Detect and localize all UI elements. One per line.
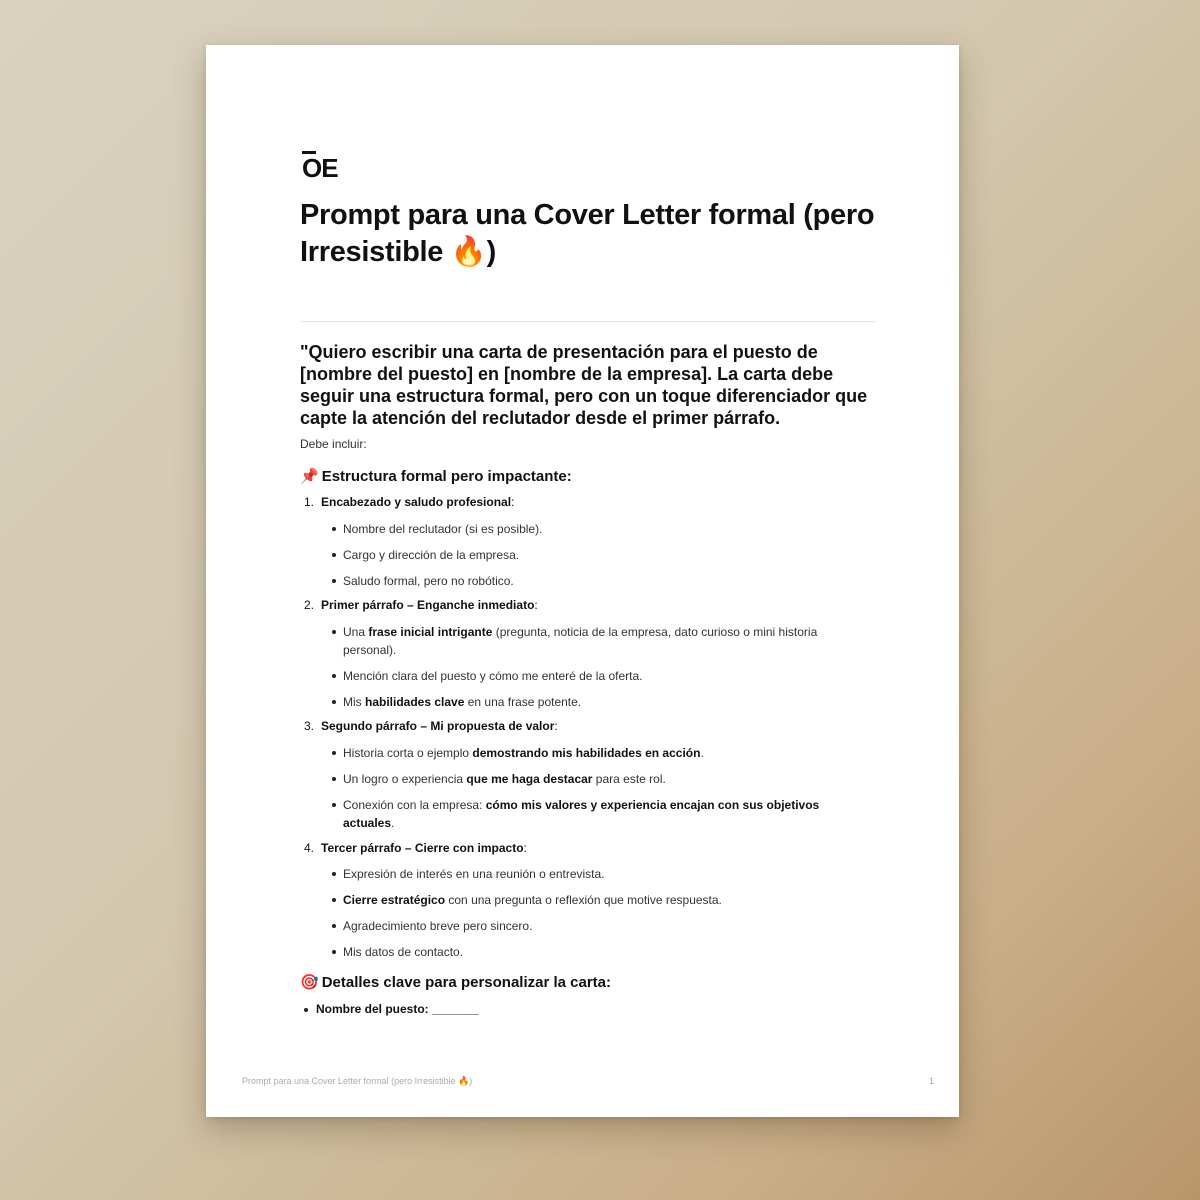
bullet-item: Cargo y dirección de la empresa. [332, 546, 862, 564]
page-number: 1 [929, 1076, 935, 1086]
bullet-item: Conexión con la empresa: cómo mis valores y experiencia encajan con sus objetivos actuales. [332, 796, 862, 832]
bullet-item: Mis datos de contacto. [332, 943, 862, 961]
divider [300, 321, 877, 322]
document-title: Prompt para una Cover Letter formal (pero Irresistible 🔥) [300, 199, 875, 268]
field-job-title: Nombre del puesto: _______ [304, 1002, 479, 1016]
bullet-item: Un logro o experiencia que me haga destacar para este rol. [332, 770, 862, 788]
footer-title: Prompt para una Cover Letter formal (pero Irresistible 🔥) [242, 1076, 473, 1086]
bullet-item: Historia corta o ejemplo demostrando mis habilidades en acción. [332, 744, 862, 762]
list-item-1: 1. Encabezado y saludo profesional: [304, 495, 515, 509]
bullet-item: Nombre del reclutador (si es posible). [332, 520, 862, 538]
intro-text: Debe incluir: [300, 437, 367, 451]
bullet-item: Una frase inicial intrigante (pregunta, noticia de la empresa, dato curioso o mini historia personal). [332, 623, 862, 659]
bullet-item: Cierre estratégico con una pregunta o reflexión que motive respuesta. [332, 891, 862, 909]
bullet-item: Mis habilidades clave en una frase potente. [332, 693, 862, 711]
list-item-2: 2. Primer párrafo – Enganche inmediato: [304, 598, 538, 612]
section-heading-structure: 📌 Estructura formal pero impactante: [300, 468, 572, 485]
list-item-3: 3. Segundo párrafo – Mi propuesta de valor: [304, 719, 558, 733]
pushpin-icon: 📌 [300, 468, 319, 485]
bullet-item: Agradecimiento breve pero sincero. [332, 917, 862, 935]
bullet-item: Expresión de interés en una reunión o entrevista. [332, 865, 862, 883]
target-icon: 🎯 [300, 974, 319, 991]
section-heading-details: 🎯 Detalles clave para personalizar la carta: [300, 974, 612, 991]
bullet-item: Saludo formal, pero no robótico. [332, 572, 862, 590]
brand-logo: OE [302, 153, 338, 183]
bullet-item: Mención clara del puesto y cómo me enteré de la oferta. [332, 667, 862, 685]
prompt-lead: "Quiero escribir una carta de presentación para el puesto de [nombre del puesto] en [nombre de la empresa]. La carta debe seguir una estructura formal, pero con un toque diferenciador que capte la atención del reclutador desde el primer párrafo. [300, 342, 868, 428]
document-page [206, 45, 959, 1117]
list-item-4: 4. Tercer párrafo – Cierre con impacto: [304, 841, 527, 855]
